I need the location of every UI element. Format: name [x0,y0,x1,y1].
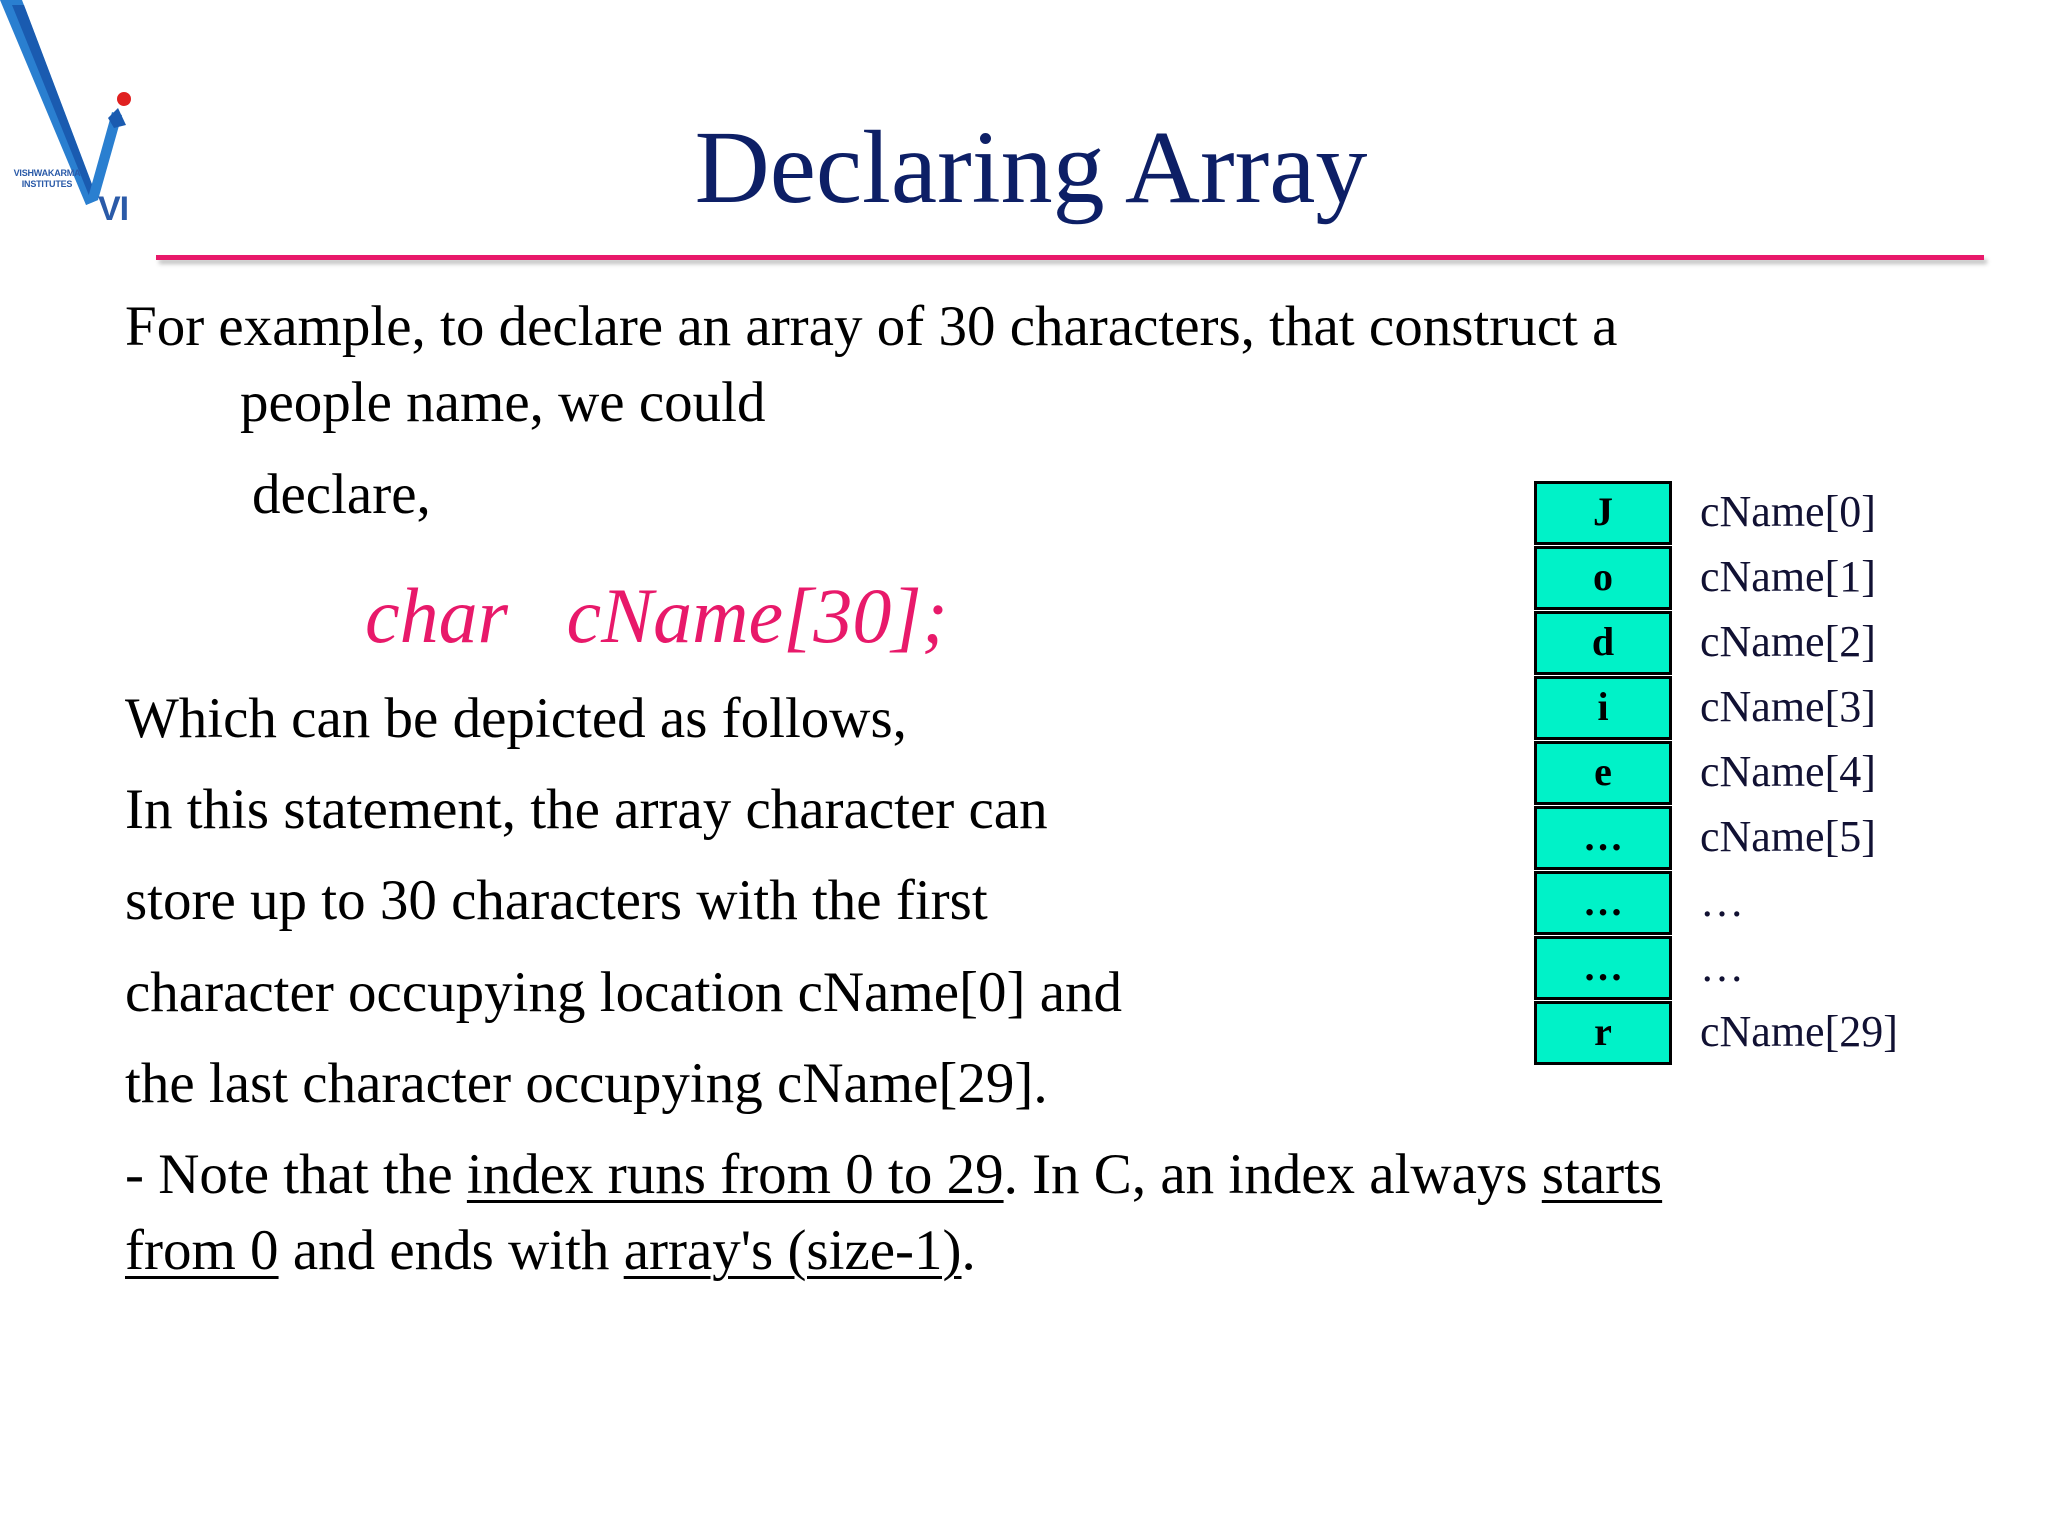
array-label-2: cName[2] [1700,617,1876,666]
array-cell-29: r [1534,1001,1672,1065]
code-declaration: char cName[30]; [365,572,948,659]
note-underline-starts: starts [1541,1143,1663,1206]
logo-institute-text: VISHWAKARMA INSTITUTES [13,168,81,189]
array-label-0: cName[0] [1700,487,1876,536]
body-line-1: For example, to declare an array of 30 characters, that construct a [125,295,1618,358]
body-line-8: the last character occupying cName[29]. [125,1052,1048,1115]
array-cell-5: … [1534,806,1672,870]
note-text-4: . [961,1219,976,1282]
array-label-1: cName[1] [1700,552,1876,601]
array-cell-0: J [1534,481,1672,545]
note-text-1: - Note that the [125,1143,467,1206]
body-line-4: Which can be depicted as follows, [125,687,907,750]
array-cell-7: … [1534,936,1672,1000]
note-line-2 [125,1218,976,1284]
array-label-5: cName[5] [1700,812,1876,861]
note-line-1 [125,1142,1662,1208]
array-label-3: cName[3] [1700,682,1876,731]
array-cell-2: d [1534,611,1672,675]
array-diagram [1534,481,1934,1071]
body-line-6: store up to 30 characters with the first [125,869,988,932]
title-divider [156,255,1984,260]
body-line-3: declare, [252,463,431,526]
note-underline-from-zero: from 0 [125,1219,279,1282]
note-underline-index-range: index runs from 0 to 29 [466,1143,1004,1206]
body-line-7: character occupying location cName[0] and [125,961,1122,1024]
note-text-3: and ends with [278,1219,624,1282]
logo-letters: VI [98,190,129,228]
body-line-5: In this statement, the array character can [125,778,1048,841]
array-label-7: … [1700,942,1744,991]
note-underline-size-minus-one: array's (size-1) [623,1219,962,1282]
array-cell-6: … [1534,871,1672,935]
array-label-6: … [1700,877,1744,926]
array-cell-3: i [1534,676,1672,740]
array-cell-1: o [1534,546,1672,610]
array-label-29: cName[29] [1700,1007,1898,1056]
array-label-4: cName[4] [1700,747,1876,796]
slide-title: Declaring Array [694,110,1368,225]
array-cell-4: e [1534,741,1672,805]
note-text-2: . In C, an index always [1003,1143,1542,1206]
body-line-2: people name, we could [240,371,766,434]
